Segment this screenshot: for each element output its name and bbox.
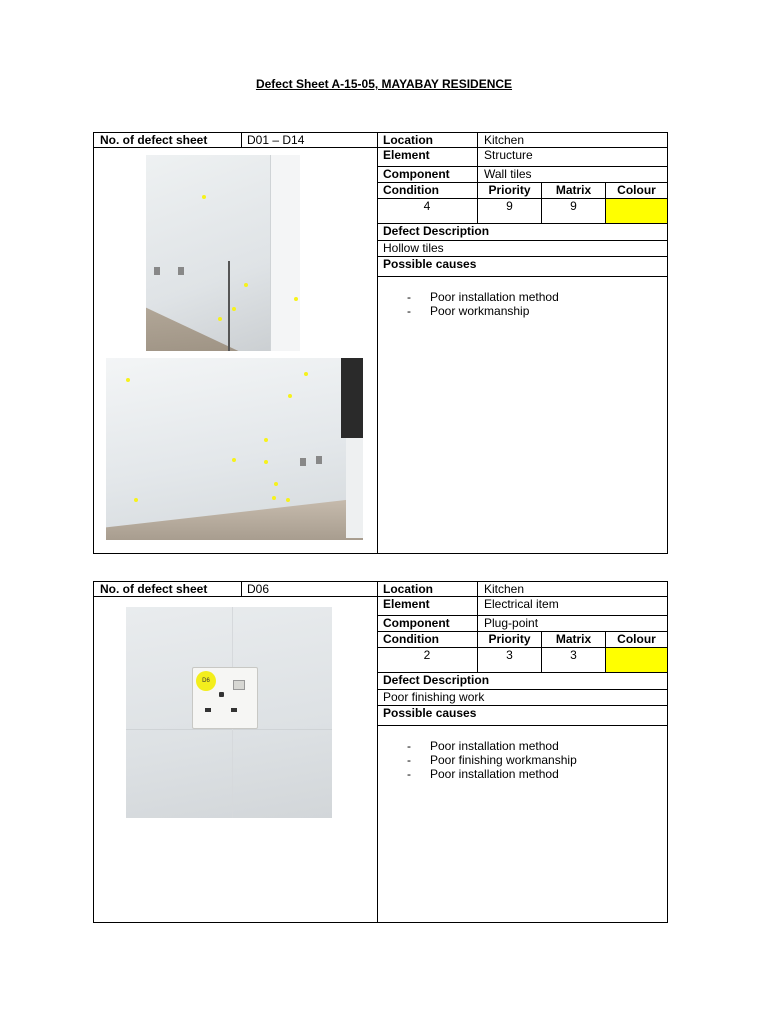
defect-sheet-1 bbox=[93, 132, 668, 554]
component-label: Component bbox=[383, 167, 450, 181]
possible-causes-list bbox=[407, 739, 577, 781]
element-row bbox=[377, 148, 667, 167]
matrix-value: 3 bbox=[542, 648, 606, 672]
cause-item: - Poor installation method bbox=[407, 739, 577, 753]
details-panel bbox=[377, 582, 667, 922]
defect-sheet-2 bbox=[93, 581, 668, 923]
location-label: Location bbox=[383, 133, 433, 147]
element-value: Structure bbox=[484, 148, 533, 162]
element-value: Electrical item bbox=[484, 597, 559, 611]
details-panel bbox=[377, 133, 667, 553]
possible-causes-header bbox=[377, 706, 667, 726]
sheet-number-value: D06 bbox=[247, 582, 270, 596]
rating-value-row bbox=[377, 648, 667, 673]
priority-value: 9 bbox=[478, 199, 542, 223]
sheet-number-label: No. of defect sheet bbox=[100, 582, 208, 596]
cause-item: - Poor finishing workmanship bbox=[407, 753, 577, 767]
component-label: Component bbox=[383, 616, 450, 630]
defect-description-row bbox=[377, 241, 667, 257]
element-row bbox=[377, 597, 667, 616]
cause-item: - Poor installation method bbox=[407, 767, 577, 781]
sheet-number-row bbox=[94, 133, 377, 148]
defect-description-label: Defect Description bbox=[383, 224, 490, 238]
colour-label: Colour bbox=[617, 632, 656, 646]
possible-causes-label: Possible causes bbox=[383, 257, 477, 271]
priority-label: Priority bbox=[478, 632, 542, 647]
condition-label: Condition bbox=[377, 183, 478, 198]
defect-description-value: Poor finishing work bbox=[383, 690, 485, 704]
matrix-label: Matrix bbox=[542, 183, 606, 198]
defect-description-row bbox=[377, 690, 667, 706]
element-label: Element bbox=[383, 597, 430, 611]
location-row bbox=[377, 133, 667, 148]
possible-causes-label: Possible causes bbox=[383, 706, 477, 720]
condition-label: Condition bbox=[377, 632, 478, 647]
page-title: Defect Sheet A-15-05, MAYABAY RESIDENCE bbox=[255, 77, 513, 91]
wall-tiles-photo-1 bbox=[146, 155, 300, 351]
wall-tiles-photo-2 bbox=[106, 358, 363, 540]
photo-panel bbox=[94, 582, 378, 922]
defect-marker-label: D6 bbox=[196, 671, 216, 691]
possible-causes-list bbox=[407, 290, 559, 318]
matrix-label: Matrix bbox=[542, 632, 606, 647]
defect-description-header bbox=[377, 673, 667, 690]
sheet-number-row bbox=[94, 582, 377, 597]
matrix-value: 9 bbox=[542, 199, 606, 223]
component-row bbox=[377, 616, 667, 632]
possible-causes-header bbox=[377, 257, 667, 277]
priority-label: Priority bbox=[478, 183, 542, 198]
location-value: Kitchen bbox=[484, 133, 525, 147]
component-value: Plug-point bbox=[484, 616, 539, 630]
colour-swatch bbox=[606, 648, 667, 672]
priority-value: 3 bbox=[478, 648, 542, 672]
plug-point-photo bbox=[126, 607, 332, 818]
element-label: Element bbox=[383, 148, 430, 162]
sheet-number-value: D01 – D14 bbox=[247, 133, 305, 147]
location-value: Kitchen bbox=[484, 582, 525, 596]
colour-label: Colour bbox=[617, 183, 656, 197]
defect-description-header bbox=[377, 224, 667, 241]
location-row bbox=[377, 582, 667, 597]
defect-description-label: Defect Description bbox=[383, 673, 490, 687]
colour-swatch bbox=[606, 199, 667, 223]
condition-value: 2 bbox=[377, 648, 478, 672]
sheet-number-label: No. of defect sheet bbox=[100, 133, 208, 147]
cause-item: - Poor workmanship bbox=[407, 304, 559, 318]
location-label: Location bbox=[383, 582, 433, 596]
component-row bbox=[377, 167, 667, 183]
rating-header-row bbox=[377, 632, 667, 648]
condition-value: 4 bbox=[377, 199, 478, 223]
rating-value-row bbox=[377, 199, 667, 224]
defect-description-value: Hollow tiles bbox=[383, 241, 444, 255]
photo-panel bbox=[94, 133, 378, 553]
rating-header-row bbox=[377, 183, 667, 199]
component-value: Wall tiles bbox=[484, 167, 532, 181]
cause-item: - Poor installation method bbox=[407, 290, 559, 304]
